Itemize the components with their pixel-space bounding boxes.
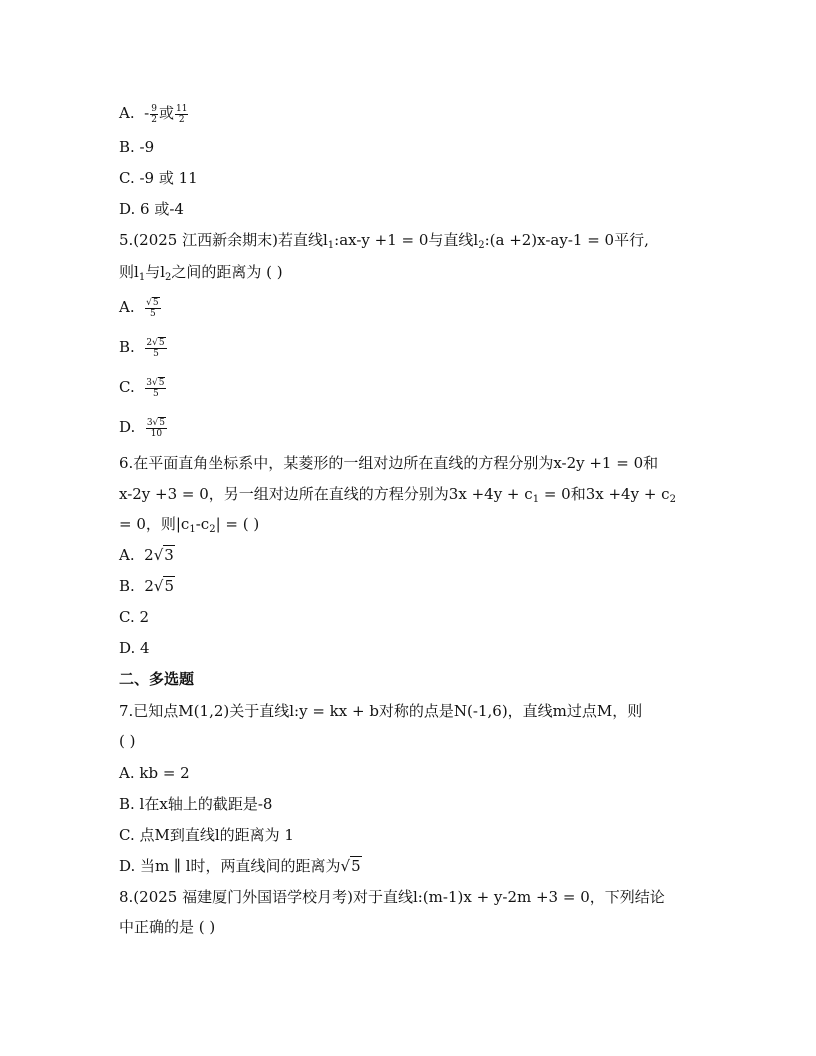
q5-option-c: C. $\frac{3√5}{5}$ (119, 377, 165, 399)
fraction: $\frac{2√5}{5}$ (146, 337, 165, 359)
q4-option-c: C. -9 或 11 (119, 169, 198, 187)
q7-stem-line-1: 7.已知点M(1,2)关于直线l:y = kx + b对称的点是N(-1,6)，直线m过点M，则 (119, 702, 643, 720)
fraction: $\frac{9}{2}$ (151, 103, 157, 125)
q5-option-d: D. $\frac{3√5}{10}$ (119, 417, 166, 439)
q5-option-b: B. $\frac{2√5}{5}$ (119, 337, 165, 359)
q6-option-c: C. 2 (119, 608, 150, 626)
q7-option-b: B. l在x轴上的截距是-8 (119, 795, 273, 813)
q4-option-d: D. 6 或-4 (119, 200, 184, 218)
q6-stem-line-1: 6.在平面直角坐标系中，某菱形的一组对边所在直线的方程分别为x-2y +1 = 0和 (119, 454, 659, 472)
q6-stem-line-2: x-2y +3 = 0，另一组对边所在直线的方程分别为$3x +4y + c_1 = 0$和$3x +4y + c_2$ (119, 485, 676, 505)
q8-stem-line-1: 8.(2025 福建厦门外国语学校月考)对于直线l:(m-1)x + y-2m +3 = 0，下列结论 (119, 888, 665, 906)
q4-option-a: A. - $\frac{9}{2}$ 或 $\frac{11}{2}$ (119, 103, 188, 125)
section-heading: 二、多选题 (119, 670, 195, 688)
q5-stem-line-1: 5.(2025 江西新余期末)若直线$l_1:ax-y +1 = 0$与直线$l_2:(a +2)x-ay-1 = 0$平行, (119, 231, 649, 251)
q5-stem-line-2: 则$l_1$与$l_2$之间的距离为 ( ) (119, 263, 283, 283)
q6-option-b: B. 2√5 (119, 577, 174, 595)
q8-stem-line-2: 中正确的是 ( ) (119, 918, 216, 936)
q7-option-d: D. 当m ∥ l时，两直线间的距离为√5 (119, 857, 361, 875)
q7-option-a: A. kb = 2 (119, 764, 190, 782)
q6-option-a: A. 2√3 (119, 546, 174, 564)
q7-option-c: C. 点M到直线l的距离为 1 (119, 826, 294, 844)
q6-option-d: D. 4 (119, 639, 150, 657)
q4-option-b: B. -9 (119, 138, 155, 156)
q6-stem-line-3: = 0，则$|c_1-c_2|$ = ( ) (119, 515, 260, 535)
q7-stem-line-2: ( ) (119, 732, 136, 750)
fraction: $\frac{√5}{5}$ (146, 297, 159, 319)
fraction: $\frac{3√5}{10}$ (146, 417, 166, 439)
fraction: $\frac{11}{2}$ (175, 103, 188, 125)
fraction: $\frac{3√5}{5}$ (146, 377, 165, 399)
q5-option-a: A. $\frac{√5}{5}$ (119, 297, 159, 319)
